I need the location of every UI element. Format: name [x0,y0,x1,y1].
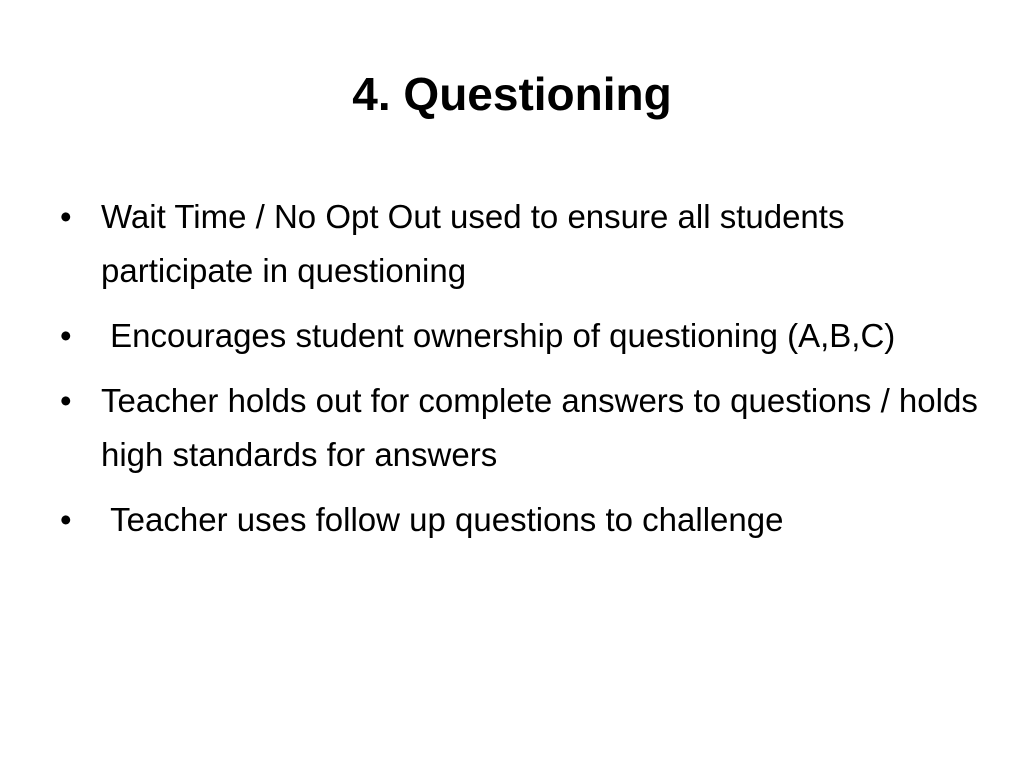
bullet-text: Teacher holds out for complete answers to questions / holds high standards for answers [101,382,987,473]
bullet-text: Encourages student ownership of questioning (A,B,C) [101,317,896,354]
bullet-list [56,190,986,558]
bullet-item [56,374,986,482]
bullet-text: Teacher uses follow up questions to challenge [101,501,784,538]
bullet-marker: • [60,382,72,419]
bullet-marker: • [60,198,72,235]
bullet-item [56,190,986,298]
bullet-item [56,493,986,547]
bullet-marker: • [60,501,72,538]
slide-title: 4. Questioning [352,68,672,120]
bullet-marker: • [60,317,72,354]
bullet-text: Wait Time / No Opt Out used to ensure all students participate in questioning [101,198,854,289]
bullet-item [56,309,986,363]
